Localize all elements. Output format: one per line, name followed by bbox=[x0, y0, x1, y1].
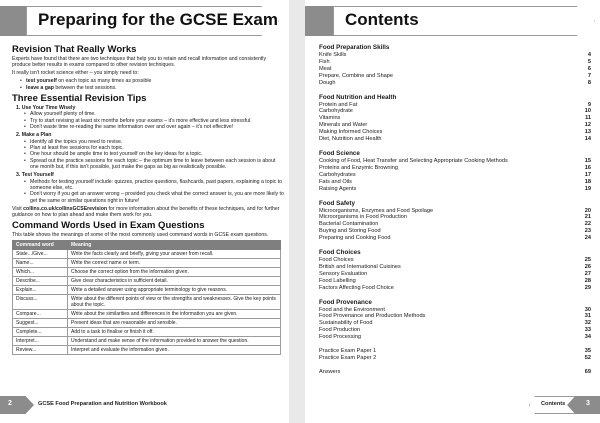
table-row bbox=[13, 337, 281, 346]
command-meaning: Write about the similarities and differences in the information you are given. bbox=[68, 310, 281, 319]
revision-heading: Revision That Really Works bbox=[12, 44, 137, 55]
list-item: • test yourself on each topic as many times as possible bbox=[20, 78, 284, 84]
list-item: • Don't waste time re-reading the same information over and over again – it's not effective! bbox=[24, 124, 284, 130]
toc-section-title: Food Preparation Skills bbox=[319, 44, 390, 51]
command-meaning: Write a detailed answer using appropriate terminology to give reasons. bbox=[68, 286, 281, 295]
left-page bbox=[0, 0, 289, 423]
command-word: Discuss... bbox=[13, 295, 68, 310]
table-row bbox=[13, 295, 281, 310]
tips-heading: Three Essential Revision Tips bbox=[12, 93, 147, 105]
page-title: Contents bbox=[345, 10, 419, 29]
table-row bbox=[13, 259, 281, 268]
table-row bbox=[13, 286, 281, 295]
book-gutter bbox=[289, 0, 305, 423]
toc-entry[interactable]: Bacterial Contamination 22 bbox=[319, 221, 591, 228]
toc-entry[interactable]: Food Production 33 bbox=[319, 327, 591, 334]
toc-entry[interactable]: Fats and Oils 18 bbox=[319, 178, 591, 185]
command-meaning: Present ideas that are reasonable and sensible. bbox=[68, 319, 281, 328]
command-word: Review... bbox=[13, 346, 68, 355]
toc-entry[interactable]: Microorganisms, Enzymes and Food Spoilage 20 bbox=[319, 207, 591, 214]
table-row bbox=[13, 268, 281, 277]
revision-bullets bbox=[20, 78, 284, 91]
toc-section bbox=[319, 299, 591, 342]
right-page bbox=[305, 0, 600, 423]
command-word: Compare... bbox=[13, 310, 68, 319]
toc-entry[interactable]: Meat 6 bbox=[319, 65, 591, 72]
toc-section bbox=[319, 249, 591, 292]
tip-title: 3. Test Yourself bbox=[16, 172, 54, 179]
toc-entry[interactable]: Carbohydrates 17 bbox=[319, 171, 591, 178]
command-meaning: Write the correct name or term. bbox=[68, 259, 281, 268]
toc-entry[interactable]: Factors Affecting Food Choice 29 bbox=[319, 284, 591, 291]
command-intro: This table shows the meanings of some of the most commonly used command words in GCSE exam questions. bbox=[12, 232, 269, 239]
toc-entry[interactable]: Buying and Storing Food 23 bbox=[319, 228, 591, 235]
command-word: Name... bbox=[13, 259, 68, 268]
revision-intro: Experts have found that there are two techniques that help you to retain and recall information and consistently produce better results in exams compared to other revision techniques. bbox=[12, 56, 267, 69]
toc-entry[interactable]: Preparing and Cooking Food 24 bbox=[319, 235, 591, 242]
toc-entry[interactable]: Practice Exam Paper 2 52 bbox=[319, 355, 591, 361]
list-item: • leave a gap between the test sessions. bbox=[20, 85, 284, 91]
revision-link[interactable]: collins.co.uk/collinsGCSErevision bbox=[23, 205, 108, 212]
list-item: • Plan at least five sessions for each topic. bbox=[24, 145, 284, 151]
toc-section bbox=[319, 94, 591, 143]
toc-entry[interactable]: Food Choices 25 bbox=[319, 257, 591, 264]
page-number: 3 bbox=[586, 400, 590, 407]
toc-section-title: Food Provenance bbox=[319, 298, 372, 306]
right-page-header bbox=[305, 6, 595, 36]
toc-entry[interactable]: Fish 5 bbox=[319, 58, 591, 65]
toc-entry[interactable]: Sustainability of Food 32 bbox=[319, 320, 591, 327]
table-row bbox=[13, 328, 281, 337]
toc-entry[interactable]: Food Processing 34 bbox=[319, 334, 591, 341]
list-item: • One hour should be ample time to test yourself on the key ideas for a topic. bbox=[24, 151, 284, 157]
table-row bbox=[13, 277, 281, 286]
tip-item bbox=[12, 172, 284, 204]
toc-entry[interactable]: British and International Cuisines 26 bbox=[319, 263, 591, 270]
command-meaning: Understand and make sense of the information provided to answer the question. bbox=[68, 337, 281, 346]
toc-entry[interactable]: Microorganisms in Food Production 21 bbox=[319, 214, 591, 221]
tip-title: 2. Make a Plan bbox=[16, 132, 52, 139]
list-item: • Allow yourself plenty of time. bbox=[24, 111, 284, 117]
toc-practice-section bbox=[319, 348, 591, 362]
page-number: 2 bbox=[8, 400, 12, 407]
toc-section bbox=[319, 200, 591, 243]
toc-section bbox=[319, 150, 591, 193]
toc-section-title: Food Choices bbox=[319, 249, 361, 257]
table-row bbox=[13, 250, 281, 259]
table-row bbox=[13, 346, 281, 355]
toc-section bbox=[319, 44, 591, 87]
tip-title: 1. Use Your Time Wisely bbox=[16, 105, 76, 112]
toc-entry[interactable]: Dough 8 bbox=[319, 79, 591, 86]
column-header-word: Command word bbox=[13, 241, 68, 250]
toc-entry[interactable]: Proteins and Enzymic Browning 16 bbox=[319, 164, 591, 171]
right-page-footer bbox=[305, 396, 600, 414]
command-meaning: Give clear characteristics in sufficient detail. bbox=[68, 277, 281, 286]
command-word: Which... bbox=[13, 268, 68, 277]
toc-section-title: Food Safety bbox=[319, 199, 356, 207]
toc-entry[interactable]: Practice Exam Paper 1 35 bbox=[319, 348, 591, 355]
table-of-contents bbox=[319, 44, 591, 376]
list-item: • Try to start revising at least six months before your exams – it's more effective and less stressful. bbox=[24, 118, 284, 124]
command-meaning: Add to a task to finalise or finish it off. bbox=[68, 328, 281, 337]
toc-entry[interactable]: Sensory Evaluation 27 bbox=[319, 270, 591, 277]
footer-label: Contents bbox=[541, 401, 566, 407]
toc-entry[interactable]: Food Labelling 28 bbox=[319, 277, 591, 284]
command-meaning: Write the facts clearly and briefly, giving your answer from recall. bbox=[68, 250, 281, 259]
toc-entry[interactable]: Minerals and Water 12 bbox=[319, 122, 591, 129]
toc-entry[interactable]: Diet, Nutrition and Health 14 bbox=[319, 136, 591, 143]
command-meaning: Choose the correct option from the information given. bbox=[68, 268, 281, 277]
toc-section-title: Food Nutrition and Health bbox=[319, 93, 397, 101]
table-row bbox=[13, 319, 281, 328]
command-word: State.../Give... bbox=[13, 250, 68, 259]
toc-section-title: Food Science bbox=[319, 149, 360, 157]
left-page-header bbox=[0, 6, 279, 36]
toc-entry[interactable]: Making Informed Choices 13 bbox=[319, 129, 591, 136]
toc-entry[interactable]: Food Provenance and Production Methods 31 bbox=[319, 313, 591, 320]
toc-entry[interactable]: Knife Skills 4 bbox=[319, 52, 591, 58]
toc-entry[interactable]: Prepare, Combine and Shape 7 bbox=[319, 72, 591, 79]
toc-entry[interactable]: Vitamins 11 bbox=[319, 115, 591, 122]
toc-entry[interactable]: Cooking of Food, Heat Transfer and Selecting Appropriate Cooking Methods 15 bbox=[319, 157, 591, 164]
toc-entry[interactable]: Protein and Fat 9 bbox=[319, 101, 591, 108]
left-page-footer bbox=[0, 396, 289, 414]
table-header-row bbox=[13, 241, 281, 250]
visit-paragraph: Visit collins.co.uk/collinsGCSErevision for more information about the benefits of these techniques, and for further guidance on how to plan ahead and make them work for you. bbox=[12, 205, 280, 219]
command-word: Explain... bbox=[13, 286, 68, 295]
tip-item bbox=[12, 105, 284, 131]
book-title: GCSE Food Preparation and Nutrition Workbook bbox=[38, 401, 167, 407]
command-word: Suggest... bbox=[13, 319, 68, 328]
tip-item bbox=[12, 132, 284, 170]
command-word: Describe... bbox=[13, 277, 68, 286]
footer-tab-decoration bbox=[0, 396, 34, 414]
left-page-content bbox=[12, 42, 284, 355]
command-heading: Command Words Used in Exam Questions bbox=[12, 220, 205, 232]
command-meaning: Write about the different points of view or the strengths and weaknesses. Give the key points about the topic. bbox=[68, 295, 281, 310]
command-word: Complete... bbox=[13, 328, 68, 337]
list-item: • Identify all the topics you need to revise. bbox=[24, 139, 284, 145]
table-row bbox=[13, 310, 281, 319]
page-title: Preparing for the GCSE Exam bbox=[38, 10, 278, 29]
tips-list bbox=[12, 105, 284, 204]
command-words-table bbox=[12, 240, 281, 355]
column-header-meaning: Meaning bbox=[68, 241, 281, 250]
toc-entry[interactable]: Raising Agents 19 bbox=[319, 185, 591, 192]
revision-lead: It really isn't rocket science either – you simply need to: bbox=[12, 70, 139, 77]
command-meaning: Interpret and evaluate the information given. bbox=[68, 346, 281, 355]
toc-entry[interactable]: Food and the Environment 30 bbox=[319, 306, 591, 313]
list-item: • Methods for testing yourself include: quizzes, practice questions, flashcards, past papers, explaining a topic to someone else, etc. bbox=[24, 179, 284, 192]
list-item: • Spread out the practice sessions for each topic – the optimum time to leave between each session is about one month but, if this isn't possible, just make the gaps as big as realistically possible. bbox=[24, 158, 284, 171]
list-item: • Don't worry if you get an answer wrong – provided you check what the correct answer is, you are more likely to get the same or similar questions right in future! bbox=[24, 191, 284, 204]
toc-entry[interactable]: Carbohydrate 10 bbox=[319, 108, 591, 115]
command-word: Interpret... bbox=[13, 337, 68, 346]
toc-entry-answers[interactable]: Answers 69 bbox=[319, 368, 591, 375]
